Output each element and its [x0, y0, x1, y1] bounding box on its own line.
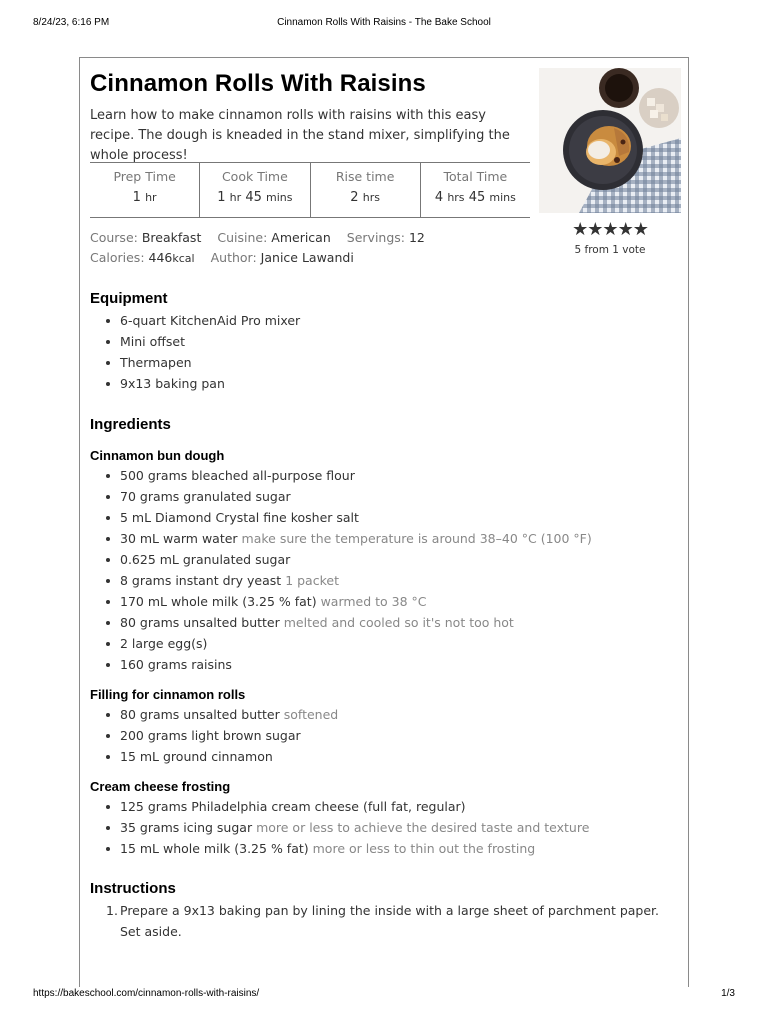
- ingredient-item: 30 mL warm water make sure the temperature is around 38–40 °C (100 °F): [90, 528, 680, 549]
- equipment-list: [90, 310, 680, 394]
- recipe-meta: [90, 228, 530, 269]
- meta-servings[interactable]: 12: [408, 230, 425, 245]
- meta-cuisine: American: [271, 230, 331, 245]
- ingredient-note: more or less to achieve the desired taste and texture: [256, 820, 590, 835]
- ingredient-note: softened: [283, 707, 339, 722]
- print-footer: [0, 988, 768, 1002]
- print-url: https://bakeschool.com/cinnamon-rolls-with-raisins/: [33, 988, 260, 999]
- instructions-list: [90, 900, 665, 942]
- equipment-item: Mini offset: [90, 331, 680, 352]
- ingredient-item: 0.625 mL granulated sugar: [90, 549, 680, 570]
- time-value: 2 hrs: [350, 190, 380, 205]
- ingredient-note: 1 packet: [285, 573, 339, 588]
- ingredient-item: 125 grams Philadelphia cream cheese (full fat, regular): [90, 796, 680, 817]
- meta-row: Calories: 446kcal Author: Janice Lawandi: [90, 250, 354, 265]
- recipe-photo: [539, 68, 681, 213]
- ingredients-heading: Ingredients: [90, 416, 171, 433]
- ingredient-item: 35 grams icing sugar more or less to achieve the desired taste and texture: [90, 817, 680, 838]
- time-label: Cook Time: [221, 169, 288, 184]
- ingredient-item: 15 mL whole milk (3.25 % fat) more or less to thin out the frosting: [90, 838, 680, 859]
- time-prep: [90, 163, 199, 217]
- ingredient-note: make sure the temperature is around 38–40 °C (100 °F): [241, 531, 592, 546]
- recipe-card: [79, 57, 689, 987]
- ingredient-item: 80 grams unsalted butter softened: [90, 704, 680, 725]
- ingredient-group-title: Filling for cinnamon rolls: [90, 687, 246, 702]
- recipe-times: [90, 162, 530, 218]
- time-label: Prep Time: [113, 169, 176, 184]
- step-number: 1.: [106, 903, 118, 918]
- ingredient-note: more or less to thin out the frosting: [312, 841, 536, 856]
- ingredient-list: [90, 704, 680, 767]
- equipment-heading: Equipment: [90, 290, 168, 307]
- time-total: [420, 163, 530, 217]
- print-header: [0, 17, 768, 31]
- ingredient-note: melted and cooled so it's not too hot: [283, 615, 514, 630]
- meta-row: Course: Breakfast Cuisine: American Servings: 12: [90, 230, 425, 245]
- meta-course: Breakfast: [141, 230, 202, 245]
- star-rating-icon[interactable]: ★★★★★: [572, 219, 648, 240]
- ingredient-item: 80 grams unsalted butter melted and cooled so it's not too hot: [90, 612, 680, 633]
- ingredient-item: 170 mL whole milk (3.25 % fat) warmed to 38 °C: [90, 591, 680, 612]
- time-label: Rise time: [335, 169, 395, 184]
- equipment-item: Thermapen: [90, 352, 680, 373]
- time-value: 1 hr: [132, 190, 157, 205]
- print-datetime: 8/24/23, 6:16 PM: [33, 17, 110, 28]
- ingredient-group-title: Cream cheese frosting: [90, 779, 231, 794]
- ingredient-item: 160 grams raisins: [90, 654, 680, 675]
- instructions-heading: Instructions: [90, 880, 176, 897]
- print-page-number: 1/3: [721, 988, 735, 999]
- time-label: Total Time: [443, 169, 508, 184]
- ingredient-item: 2 large egg(s): [90, 633, 680, 654]
- recipe-summary: Learn how to make cinnamon rolls with raisins with this easy recipe. The dough is kneaded in the stand mixer, simplifying the whole process!: [90, 108, 510, 163]
- ingredient-list: [90, 796, 680, 859]
- ingredient-list: [90, 465, 680, 675]
- print-page-title: Cinnamon Rolls With Raisins - The Bake School: [277, 17, 491, 28]
- meta-author: Janice Lawandi: [260, 250, 354, 265]
- ingredient-note: warmed to 38 °C: [320, 594, 427, 609]
- equipment-item: 6-quart KitchenAid Pro mixer: [90, 310, 680, 331]
- ingredient-item: 70 grams granulated sugar: [90, 486, 680, 507]
- ingredient-item: 200 grams light brown sugar: [90, 725, 680, 746]
- instruction-step: [90, 900, 665, 942]
- time-cook: [199, 163, 309, 217]
- meta-calories: 446: [148, 250, 173, 265]
- equipment-item: 9x13 baking pan: [90, 373, 680, 394]
- step-text: Prepare a 9x13 baking pan by lining the inside with a large sheet of parchment paper. Set aside.: [120, 903, 660, 939]
- time-rise: [310, 163, 420, 217]
- ingredient-item: 5 mL Diamond Crystal fine kosher salt: [90, 507, 680, 528]
- ingredient-item: 500 grams bleached all-purpose flour: [90, 465, 680, 486]
- recipe-rating: [539, 220, 681, 256]
- time-value: 1 hr 45 mins: [217, 190, 293, 205]
- rating-votes: 5 from 1 vote: [574, 244, 646, 256]
- ingredient-item: 8 grams instant dry yeast 1 packet: [90, 570, 680, 591]
- ingredient-group-title: Cinnamon bun dough: [90, 448, 225, 463]
- ingredient-item: 15 mL ground cinnamon: [90, 746, 680, 767]
- time-value: 4 hrs 45 mins: [434, 190, 516, 205]
- recipe-title: Cinnamon Rolls With Raisins: [90, 70, 426, 97]
